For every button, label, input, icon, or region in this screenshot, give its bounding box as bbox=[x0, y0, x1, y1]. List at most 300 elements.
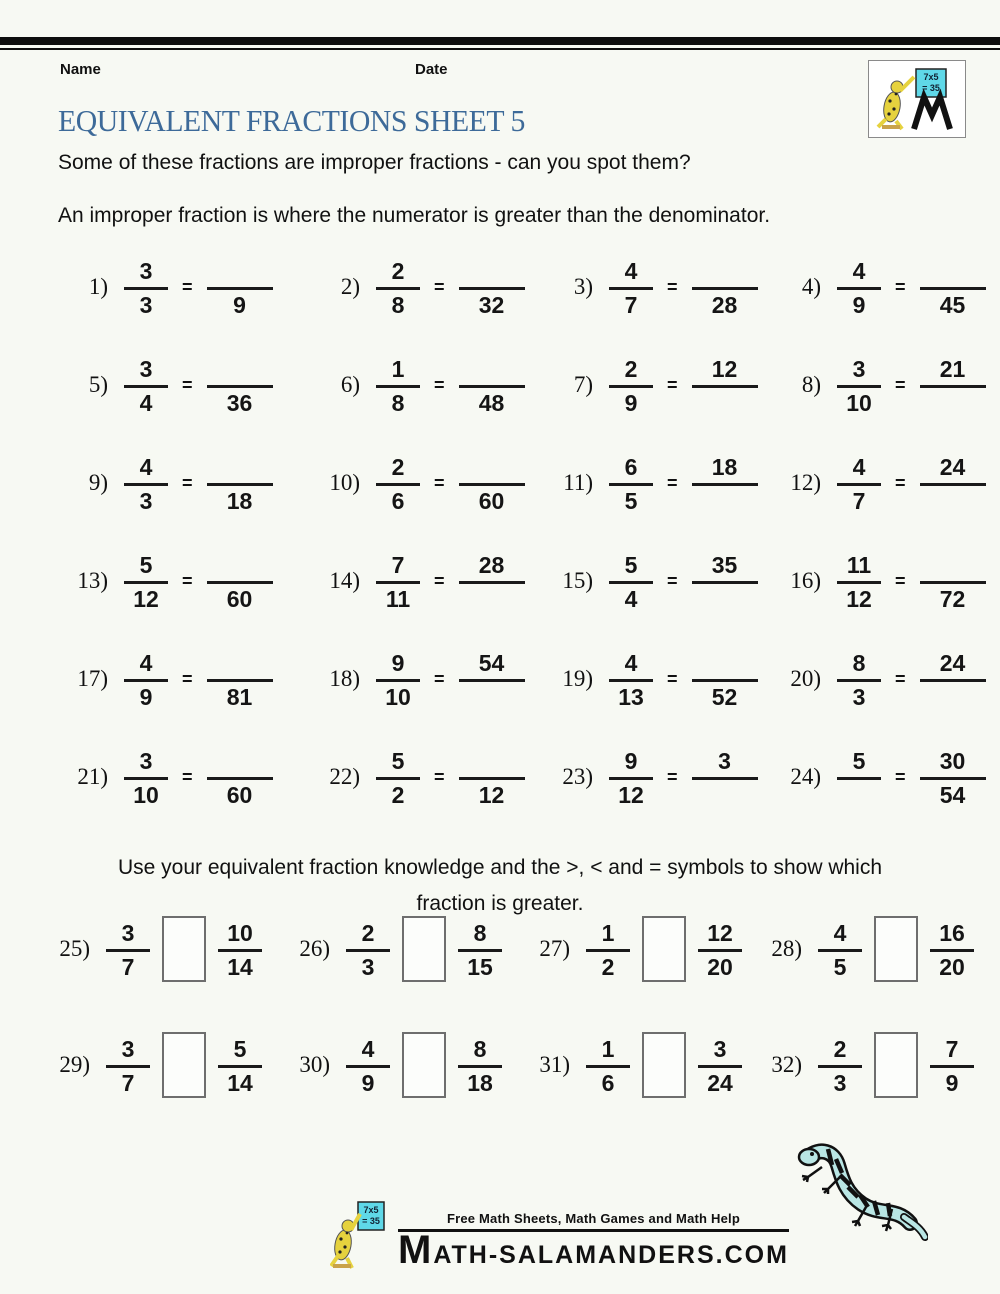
given-denominator: 12 bbox=[124, 581, 168, 612]
given-denominator: 8 bbox=[376, 385, 420, 416]
given-denominator: 12 bbox=[837, 581, 881, 612]
given-numerator: 5 bbox=[852, 748, 866, 774]
answer-denominator: 60 bbox=[207, 581, 273, 612]
answer-denominator: 72 bbox=[920, 581, 986, 612]
answer-numerator bbox=[692, 256, 758, 287]
answer-denominator: 81 bbox=[207, 679, 273, 710]
answer-numerator bbox=[459, 746, 525, 777]
equivalence-problem bbox=[771, 446, 986, 520]
right-denominator: 14 bbox=[218, 1065, 262, 1096]
problem-number: 2) bbox=[340, 274, 360, 299]
answer-numerator: 30 bbox=[939, 748, 966, 774]
answer-fraction-blank[interactable] bbox=[692, 648, 758, 710]
equals-sign: = bbox=[182, 472, 193, 493]
comparison-problem bbox=[40, 912, 280, 986]
right-numerator: 5 bbox=[233, 1036, 247, 1062]
answer-numerator bbox=[692, 648, 758, 679]
answer-numerator: 28 bbox=[478, 552, 505, 578]
given-denominator: 3 bbox=[124, 483, 168, 514]
given-numerator: 11 bbox=[846, 552, 872, 578]
answer-fraction-blank[interactable] bbox=[692, 354, 758, 416]
equals-sign: = bbox=[434, 766, 445, 787]
comparison-answer-box[interactable] bbox=[642, 916, 686, 982]
right-fraction bbox=[930, 1034, 974, 1096]
given-fraction bbox=[837, 648, 881, 710]
answer-fraction-blank[interactable] bbox=[920, 452, 986, 514]
answer-fraction-blank[interactable] bbox=[459, 452, 525, 514]
answer-numerator: 21 bbox=[939, 356, 966, 382]
equivalence-problems-grid bbox=[58, 250, 966, 814]
equivalence-problem bbox=[543, 446, 771, 520]
answer-denominator: 52 bbox=[692, 679, 758, 710]
equals-sign: = bbox=[182, 276, 193, 297]
given-numerator: 8 bbox=[852, 650, 866, 676]
right-numerator: 12 bbox=[707, 920, 733, 946]
answer-numerator bbox=[920, 550, 986, 581]
left-numerator: 1 bbox=[601, 920, 615, 946]
problem-number: 23) bbox=[562, 764, 593, 789]
left-numerator: 1 bbox=[601, 1036, 615, 1062]
right-denominator: 18 bbox=[458, 1065, 502, 1096]
equals-sign: = bbox=[895, 374, 906, 395]
equals-sign: = bbox=[434, 374, 445, 395]
footer-divider-line bbox=[398, 1229, 789, 1232]
answer-numerator bbox=[207, 648, 273, 679]
footer-brand-block bbox=[330, 1200, 789, 1272]
problem-number: 13) bbox=[77, 568, 108, 593]
given-numerator: 6 bbox=[624, 454, 638, 480]
equals-sign: = bbox=[895, 472, 906, 493]
answer-fraction-blank[interactable] bbox=[207, 354, 273, 416]
given-fraction bbox=[124, 452, 168, 514]
problem-number: 22) bbox=[329, 764, 360, 789]
equals-sign: = bbox=[182, 374, 193, 395]
given-numerator: 4 bbox=[139, 454, 153, 480]
striped-salamander-image bbox=[788, 1143, 928, 1248]
given-fraction bbox=[609, 452, 653, 514]
left-denominator: 7 bbox=[106, 1065, 150, 1096]
given-numerator: 5 bbox=[391, 748, 405, 774]
answer-numerator bbox=[207, 550, 273, 581]
problem-number: 25) bbox=[59, 936, 90, 961]
left-fraction bbox=[818, 918, 862, 980]
answer-fraction-blank[interactable] bbox=[207, 746, 273, 808]
answer-denominator bbox=[920, 385, 986, 416]
comparison-problem bbox=[752, 1028, 974, 1102]
answer-denominator: 60 bbox=[459, 483, 525, 514]
answer-numerator: 24 bbox=[939, 650, 966, 676]
improper-fraction-note: An improper fraction is where the numerator is greater than the denominator. bbox=[58, 204, 771, 227]
answer-denominator: 18 bbox=[207, 483, 273, 514]
equals-sign: = bbox=[667, 276, 678, 297]
comparison-problem bbox=[520, 912, 752, 986]
given-fraction bbox=[609, 550, 653, 612]
equals-sign: = bbox=[895, 570, 906, 591]
answer-denominator: 54 bbox=[920, 777, 986, 808]
given-denominator: 9 bbox=[609, 385, 653, 416]
problem-number: 18) bbox=[329, 666, 360, 691]
header-logo bbox=[868, 60, 966, 138]
given-numerator: 7 bbox=[391, 552, 405, 578]
left-denominator: 9 bbox=[346, 1065, 390, 1096]
given-numerator: 9 bbox=[624, 748, 638, 774]
given-numerator: 3 bbox=[852, 356, 866, 382]
footer-text-block bbox=[398, 1211, 789, 1272]
given-fraction bbox=[376, 648, 420, 710]
left-denominator: 3 bbox=[346, 949, 390, 980]
problem-number: 3) bbox=[573, 274, 593, 299]
answer-fraction-blank[interactable] bbox=[207, 256, 273, 318]
given-fraction bbox=[124, 354, 168, 416]
equivalence-problem bbox=[771, 348, 986, 422]
given-denominator bbox=[837, 777, 881, 808]
answer-fraction-blank[interactable] bbox=[920, 550, 986, 612]
given-fraction bbox=[376, 550, 420, 612]
right-fraction bbox=[930, 918, 974, 980]
equals-sign: = bbox=[895, 276, 906, 297]
comparison-answer-box[interactable] bbox=[874, 1032, 918, 1098]
answer-fraction-blank[interactable] bbox=[692, 256, 758, 318]
answer-fraction-blank[interactable] bbox=[692, 550, 758, 612]
problem-number: 5) bbox=[88, 372, 108, 397]
answer-numerator bbox=[207, 746, 273, 777]
given-numerator: 5 bbox=[624, 552, 638, 578]
given-denominator: 11 bbox=[376, 581, 420, 612]
problem-number: 14) bbox=[329, 568, 360, 593]
equivalence-problem bbox=[543, 740, 771, 814]
problem-number: 16) bbox=[790, 568, 821, 593]
answer-denominator bbox=[692, 483, 758, 514]
answer-numerator: 24 bbox=[939, 454, 966, 480]
given-fraction bbox=[837, 746, 881, 808]
given-fraction bbox=[837, 550, 881, 612]
answer-denominator: 36 bbox=[207, 385, 273, 416]
problem-number: 24) bbox=[790, 764, 821, 789]
given-fraction bbox=[376, 452, 420, 514]
equivalence-problem bbox=[58, 740, 310, 814]
comparison-problems-grid bbox=[40, 912, 965, 1102]
right-denominator: 15 bbox=[458, 949, 502, 980]
given-fraction bbox=[837, 452, 881, 514]
equivalence-problem bbox=[58, 544, 310, 618]
given-fraction bbox=[609, 648, 653, 710]
given-fraction bbox=[124, 648, 168, 710]
problem-number: 29) bbox=[59, 1052, 90, 1077]
given-fraction bbox=[837, 354, 881, 416]
given-denominator: 9 bbox=[124, 679, 168, 710]
right-fraction bbox=[218, 918, 262, 980]
given-fraction bbox=[124, 746, 168, 808]
given-fraction bbox=[124, 550, 168, 612]
answer-fraction-blank[interactable] bbox=[920, 354, 986, 416]
left-fraction bbox=[346, 918, 390, 980]
answer-numerator: 18 bbox=[711, 454, 738, 480]
answer-numerator: 3 bbox=[718, 748, 731, 774]
comparison-instruction-line2: fraction is greater. bbox=[416, 892, 584, 915]
right-fraction bbox=[218, 1034, 262, 1096]
right-fraction bbox=[458, 1034, 502, 1096]
equals-sign: = bbox=[895, 766, 906, 787]
equivalence-problem bbox=[771, 250, 986, 324]
problem-number: 32) bbox=[771, 1052, 802, 1077]
answer-denominator bbox=[459, 679, 525, 710]
left-fraction bbox=[346, 1034, 390, 1096]
svg-text:= 35: = 35 bbox=[362, 1216, 380, 1226]
equivalence-problem bbox=[58, 348, 310, 422]
left-fraction bbox=[106, 1034, 150, 1096]
equivalence-problem bbox=[310, 446, 543, 520]
equals-sign: = bbox=[667, 570, 678, 591]
problem-number: 12) bbox=[790, 470, 821, 495]
answer-denominator bbox=[692, 385, 758, 416]
given-denominator: 9 bbox=[837, 287, 881, 318]
equals-sign: = bbox=[434, 570, 445, 591]
equivalence-problem bbox=[771, 544, 986, 618]
given-numerator: 4 bbox=[852, 258, 866, 284]
left-denominator: 3 bbox=[818, 1065, 862, 1096]
right-numerator: 7 bbox=[945, 1036, 959, 1062]
left-numerator: 2 bbox=[833, 1036, 847, 1062]
answer-numerator: 35 bbox=[711, 552, 738, 578]
right-fraction bbox=[458, 918, 502, 980]
equals-sign: = bbox=[434, 668, 445, 689]
given-fraction bbox=[609, 354, 653, 416]
equivalence-problem bbox=[310, 740, 543, 814]
problem-number: 28) bbox=[771, 936, 802, 961]
problem-number: 17) bbox=[77, 666, 108, 691]
right-denominator: 20 bbox=[930, 949, 974, 980]
left-fraction bbox=[586, 918, 630, 980]
left-denominator: 2 bbox=[586, 949, 630, 980]
left-numerator: 4 bbox=[361, 1036, 375, 1062]
problem-number: 21) bbox=[77, 764, 108, 789]
answer-fraction-blank[interactable] bbox=[459, 256, 525, 318]
answer-fraction-blank[interactable] bbox=[920, 648, 986, 710]
given-fraction bbox=[837, 256, 881, 318]
given-numerator: 2 bbox=[391, 454, 405, 480]
given-numerator: 4 bbox=[852, 454, 866, 480]
equivalence-problem bbox=[310, 544, 543, 618]
given-fraction bbox=[376, 256, 420, 318]
equals-sign: = bbox=[895, 668, 906, 689]
problem-number: 20) bbox=[790, 666, 821, 691]
comparison-problem bbox=[520, 1028, 752, 1102]
answer-numerator bbox=[459, 256, 525, 287]
equals-sign: = bbox=[434, 276, 445, 297]
answer-fraction-blank[interactable] bbox=[207, 452, 273, 514]
given-fraction bbox=[609, 746, 653, 808]
page-title: EQUIVALENT FRACTIONS SHEET 5 bbox=[58, 103, 525, 138]
given-denominator: 5 bbox=[609, 483, 653, 514]
answer-numerator: 54 bbox=[478, 650, 505, 676]
answer-fraction-blank[interactable] bbox=[459, 354, 525, 416]
given-denominator: 12 bbox=[609, 777, 653, 808]
given-numerator: 3 bbox=[139, 356, 153, 382]
name-field-label: Name bbox=[60, 61, 101, 78]
answer-fraction-blank[interactable] bbox=[459, 648, 525, 710]
left-fraction bbox=[818, 1034, 862, 1096]
right-numerator: 8 bbox=[473, 1036, 487, 1062]
problem-number: 9) bbox=[88, 470, 108, 495]
equals-sign: = bbox=[434, 472, 445, 493]
equivalence-problem bbox=[543, 348, 771, 422]
equivalence-problem bbox=[310, 642, 543, 716]
answer-fraction-blank[interactable] bbox=[920, 746, 986, 808]
problem-number: 31) bbox=[539, 1052, 570, 1077]
answer-denominator: 48 bbox=[459, 385, 525, 416]
footer-brand-name: MATH-SALAMANDERS.COM bbox=[398, 1228, 789, 1272]
equals-sign: = bbox=[182, 766, 193, 787]
answer-denominator bbox=[459, 581, 525, 612]
right-numerator: 8 bbox=[473, 920, 487, 946]
problem-number: 19) bbox=[562, 666, 593, 691]
answer-fraction-blank[interactable] bbox=[692, 452, 758, 514]
answer-numerator bbox=[207, 354, 273, 385]
problem-number: 6) bbox=[340, 372, 360, 397]
answer-numerator: 12 bbox=[711, 356, 738, 382]
comparison-problem bbox=[280, 1028, 520, 1102]
comparison-answer-box[interactable] bbox=[402, 1032, 446, 1098]
comparison-answer-box[interactable] bbox=[642, 1032, 686, 1098]
comparison-answer-box[interactable] bbox=[874, 916, 918, 982]
equivalence-problem bbox=[771, 642, 986, 716]
answer-denominator bbox=[920, 679, 986, 710]
answer-numerator bbox=[459, 354, 525, 385]
salamander-easel-logo-icon bbox=[876, 67, 958, 131]
given-denominator: 10 bbox=[376, 679, 420, 710]
problem-number: 8) bbox=[801, 372, 821, 397]
given-denominator: 13 bbox=[609, 679, 653, 710]
equivalence-problem bbox=[543, 642, 771, 716]
given-denominator: 3 bbox=[124, 287, 168, 318]
right-denominator: 14 bbox=[218, 949, 262, 980]
comparison-answer-box[interactable] bbox=[162, 1032, 206, 1098]
given-fraction bbox=[376, 354, 420, 416]
answer-fraction-blank[interactable] bbox=[207, 550, 273, 612]
problem-number: 15) bbox=[562, 568, 593, 593]
problem-number: 27) bbox=[539, 936, 570, 961]
svg-text:= 35: = 35 bbox=[922, 83, 940, 93]
given-numerator: 4 bbox=[139, 650, 153, 676]
comparison-problem bbox=[40, 1028, 280, 1102]
given-denominator: 8 bbox=[376, 287, 420, 318]
equals-sign: = bbox=[667, 668, 678, 689]
given-numerator: 3 bbox=[139, 258, 153, 284]
equivalence-problem bbox=[543, 544, 771, 618]
answer-denominator: 9 bbox=[207, 287, 273, 318]
footer-tagline: Free Math Sheets, Math Games and Math Help bbox=[446, 1211, 740, 1226]
left-numerator: 3 bbox=[121, 920, 135, 946]
left-fraction bbox=[586, 1034, 630, 1096]
right-fraction bbox=[698, 918, 742, 980]
comparison-answer-box[interactable] bbox=[402, 916, 446, 982]
problem-number: 1) bbox=[88, 274, 108, 299]
answer-denominator bbox=[920, 483, 986, 514]
left-numerator: 4 bbox=[833, 920, 847, 946]
given-numerator: 4 bbox=[624, 650, 638, 676]
given-denominator: 2 bbox=[376, 777, 420, 808]
answer-numerator bbox=[920, 256, 986, 287]
problem-number: 7) bbox=[573, 372, 593, 397]
given-denominator: 4 bbox=[124, 385, 168, 416]
given-denominator: 7 bbox=[837, 483, 881, 514]
right-fraction bbox=[698, 1034, 742, 1096]
right-denominator: 24 bbox=[698, 1065, 742, 1096]
comparison-problem bbox=[752, 912, 974, 986]
given-numerator: 1 bbox=[391, 356, 405, 382]
answer-numerator bbox=[459, 452, 525, 483]
answer-fraction-blank[interactable] bbox=[459, 746, 525, 808]
answer-denominator: 12 bbox=[459, 777, 525, 808]
svg-text:7x5: 7x5 bbox=[923, 72, 939, 82]
equivalence-problem bbox=[310, 250, 543, 324]
answer-fraction-blank[interactable] bbox=[459, 550, 525, 612]
answer-denominator bbox=[692, 777, 758, 808]
given-denominator: 10 bbox=[124, 777, 168, 808]
given-denominator: 3 bbox=[837, 679, 881, 710]
given-numerator: 3 bbox=[139, 748, 153, 774]
left-denominator: 7 bbox=[106, 949, 150, 980]
answer-denominator: 60 bbox=[207, 777, 273, 808]
subtitle-text: Some of these fractions are improper fractions - can you spot them? bbox=[58, 151, 691, 174]
equals-sign: = bbox=[182, 668, 193, 689]
answer-fraction-blank[interactable] bbox=[207, 648, 273, 710]
equivalence-problem bbox=[543, 250, 771, 324]
answer-denominator: 32 bbox=[459, 287, 525, 318]
left-denominator: 6 bbox=[586, 1065, 630, 1096]
right-denominator: 9 bbox=[930, 1065, 974, 1096]
given-numerator: 9 bbox=[391, 650, 405, 676]
answer-denominator: 28 bbox=[692, 287, 758, 318]
problem-number: 26) bbox=[299, 936, 330, 961]
date-field-label: Date bbox=[415, 61, 448, 78]
problem-number: 10) bbox=[329, 470, 360, 495]
top-border-rule bbox=[0, 37, 1000, 50]
problem-number: 11) bbox=[563, 470, 593, 495]
given-denominator: 10 bbox=[837, 385, 881, 416]
equals-sign: = bbox=[182, 570, 193, 591]
equivalence-problem bbox=[310, 348, 543, 422]
comparison-answer-box[interactable] bbox=[162, 916, 206, 982]
given-fraction bbox=[376, 746, 420, 808]
equivalence-problem bbox=[58, 642, 310, 716]
equals-sign: = bbox=[667, 472, 678, 493]
comparison-problem bbox=[280, 912, 520, 986]
problem-number: 4) bbox=[801, 274, 821, 299]
answer-denominator: 45 bbox=[920, 287, 986, 318]
given-numerator: 2 bbox=[624, 356, 638, 382]
given-numerator: 5 bbox=[139, 552, 153, 578]
svg-text:7x5: 7x5 bbox=[363, 1205, 379, 1215]
right-numerator: 10 bbox=[227, 920, 253, 946]
problem-number: 30) bbox=[299, 1052, 330, 1077]
right-denominator: 20 bbox=[698, 949, 742, 980]
answer-fraction-blank[interactable] bbox=[692, 746, 758, 808]
footer-salamander-logo-icon bbox=[330, 1200, 394, 1272]
given-denominator: 7 bbox=[609, 287, 653, 318]
left-numerator: 2 bbox=[361, 920, 375, 946]
answer-fraction-blank[interactable] bbox=[920, 256, 986, 318]
given-numerator: 4 bbox=[624, 258, 638, 284]
given-fraction bbox=[609, 256, 653, 318]
answer-numerator bbox=[207, 452, 273, 483]
given-fraction bbox=[124, 256, 168, 318]
left-numerator: 3 bbox=[121, 1036, 135, 1062]
right-numerator: 16 bbox=[939, 920, 965, 946]
given-denominator: 4 bbox=[609, 581, 653, 612]
equals-sign: = bbox=[667, 766, 678, 787]
given-denominator: 6 bbox=[376, 483, 420, 514]
